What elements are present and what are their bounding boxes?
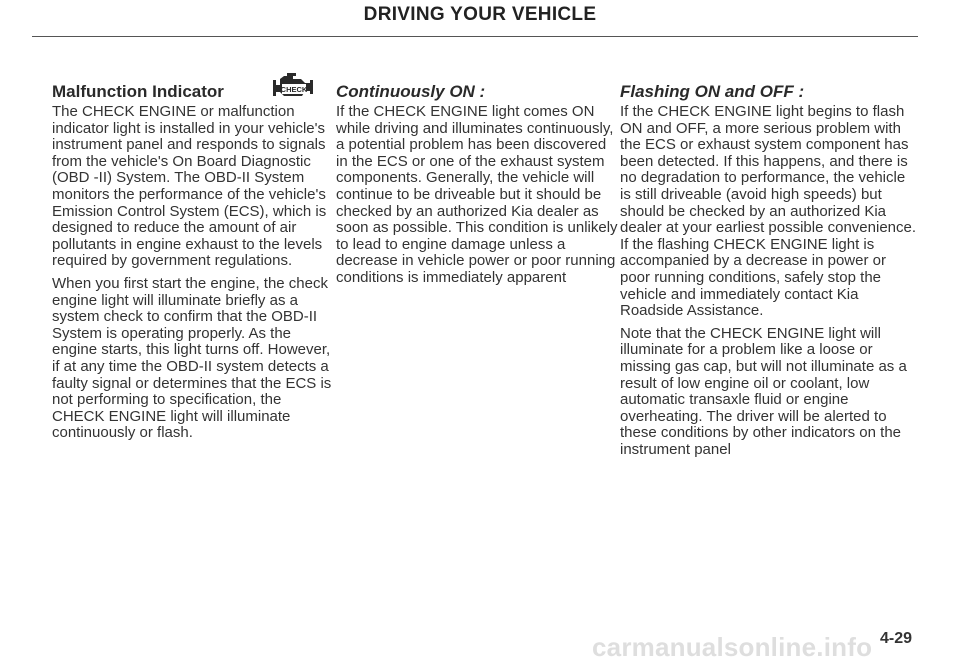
paragraph: If the CHECK ENGINE light begins to flash ON and OFF, a more serious problem with the ECS or exhaust system component has been detected. If this happens, and there is no degradation to performance, the vehicle is still driveable (avoid high speeds) but should be checked by an authorized Kia dealer at your earliest possible convenience. If the flashing CHECK ENGINE light is accompanied by a decrease in power or poor running conditions, safely stop the vehicle and immediately contact Kia Roadside Assistance. [620, 103, 917, 320]
paragraph: Note that the CHECK ENGINE light will illuminate for a problem like a loose or missing gas cap, but will not illuminate as a result of low engine oil or coolant, low automatic transaxle fluid or engine overheating. The driver will be alerted to these conditions by other indicators on the instrument panel [620, 324, 907, 458]
section-heading: Flashing ON and OFF : [620, 82, 805, 101]
heading-row [52, 66, 334, 104]
section-heading: Continuously ON : [336, 82, 486, 101]
column-continuously-on [336, 66, 618, 293]
page-number: 4-29 [880, 630, 913, 647]
check-icon-label: CHECK [280, 85, 308, 94]
check-engine-icon [270, 66, 318, 106]
column-malfunction-indicator [52, 66, 334, 448]
paragraph: If the CHECK ENGINE light comes ON while driving and illuminates continuously, a potential problem has been discovered in the ECS or one of the exhaust system components. Generally, the vehicle will continue to be driveable but it should be checked by an authorized Kia dealer as soon as possible. This condition is unlikely to lead to engine damage unless a decrease in vehicle power or poor running conditions is immediately apparent [336, 103, 618, 286]
section-heading: Malfunction Indicator [52, 82, 224, 101]
paragraph: When you first start the engine, the check engine light will illuminate briefly as a system check to confirm that the OBD-II System is operating properly. As the engine starts, this light turns off. However, if at any time the OBD-II system detects a faulty signal or determines that the ECS is not performing to specification, the CHECK ENGINE light will illuminate continuously or flash. [52, 274, 332, 442]
column-flashing-on-off [620, 66, 916, 464]
page-header: DRIVING YOUR VEHICLE [363, 4, 597, 25]
header-divider [32, 36, 918, 37]
heading-row [336, 66, 618, 104]
heading-row [620, 66, 916, 104]
paragraph: The CHECK ENGINE or malfunction indicator light is installed in your vehicle's instrument panel and responds to signals from the vehicle's On Board Diagnostic (OBD -II) System. The OBD-II System monitors the performance of the vehicle's Emission Control System (ECS), which is designed to reduce the amount of air pollutants in engine exhaust to the levels required by government regulations. [52, 103, 327, 270]
watermark: carmanualsonline.info [592, 632, 873, 662]
